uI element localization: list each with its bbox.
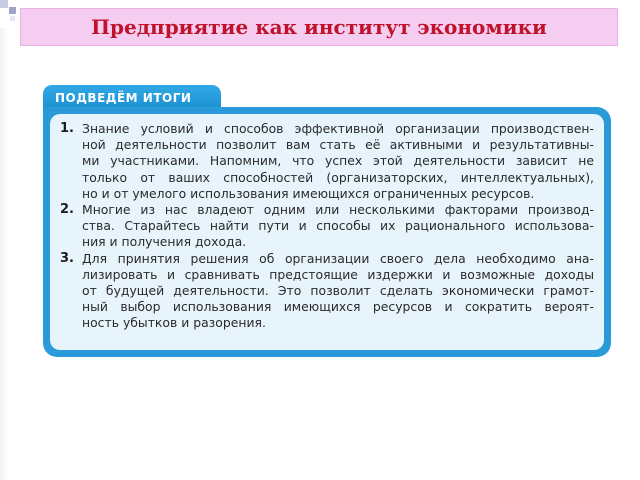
slide-title: Предприятие как институт экономики	[91, 15, 547, 39]
text-line: ной деятельности позволит вам стать её активными и результативны-	[82, 137, 594, 153]
corner-decoration	[0, 0, 8, 8]
text-line: Для принятия решения об организации своего дела необходимо ана-	[82, 250, 594, 266]
item-number: 1.	[60, 121, 74, 136]
summary-panel-body	[50, 114, 604, 350]
item-number: 3.	[60, 250, 74, 266]
corner-decoration-square-small	[10, 16, 15, 21]
text-line: ния и получения дохода.	[82, 234, 247, 250]
summary-item-2	[60, 202, 594, 251]
text-line: Многие из нас владеют одним или несколькими факторами производ-	[82, 202, 594, 218]
text-line: но и от умелого использования имеющихся ограниченных ресурсов.	[82, 185, 535, 201]
summary-item-1	[60, 121, 594, 202]
text-line: от будущей деятельности. Это позволит сделать экономически грамот-	[82, 283, 594, 299]
item-number: 2.	[60, 202, 74, 218]
text-line: ность убытков и разорения.	[82, 315, 266, 331]
item-text	[82, 251, 594, 332]
text-line: ми участниками. Напомним, что успех этой деятельности зависит не	[82, 153, 594, 169]
text-line: Знание условий и способов эффективной организации производствен-	[82, 121, 594, 136]
slide-title-box	[20, 8, 618, 46]
text-line: ства. Старайтесь найти пути и способы их рационального использова-	[82, 218, 594, 234]
summary-panel	[43, 107, 611, 357]
summary-tab-label: ПОДВЕДЁМ ИТОГИ	[55, 91, 192, 105]
text-line: лизировать и сравнивать предстоящие издержки и возможные доходы	[82, 266, 594, 282]
corner-decoration-square	[9, 7, 16, 14]
item-text	[82, 121, 594, 202]
text-line: только от ваших способностей (организаторских, интеллектуальных),	[82, 169, 594, 185]
text-line: ный выбор использования имеющихся ресурсов и сократить вероят-	[82, 299, 594, 315]
item-text	[82, 202, 594, 251]
left-decoration-bar	[0, 28, 8, 480]
summary-item-3	[60, 251, 594, 332]
